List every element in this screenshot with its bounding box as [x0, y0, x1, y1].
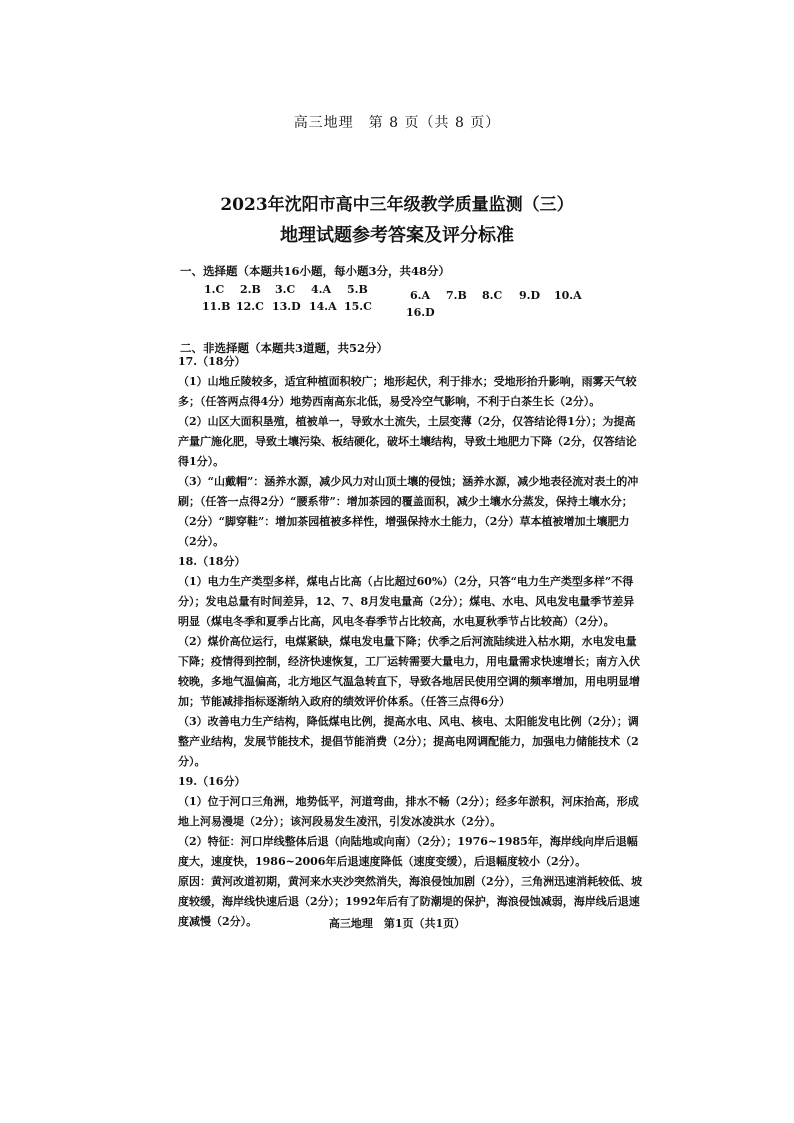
answer-item: 2.B	[240, 283, 261, 296]
answer-item: 11.B	[202, 300, 231, 313]
answer-item: 7.B	[446, 289, 467, 302]
answer-item: 14.A	[309, 300, 337, 313]
answer-item: 4.A	[311, 283, 332, 296]
answer-item: 8.C	[482, 289, 503, 302]
question-18-answer-2: （2）煤价高位运行，电煤紧缺，煤电发电量下降；伏季之后河流陆续进入枯水期，水电发电量下降；疫情得到控制，经济快速恢复，工厂运转需要大量电力，用电量需求快速增长；南方入伏较晚，多地气温偏高，北方地区气温急转直下，导致各地居民使用空调的频率增加，用电明显增加；节能减排指标逐渐纳入政府的绩效评价体系。（任答三点得6分）	[178, 635, 640, 708]
answer-item: 16.D	[406, 306, 435, 319]
answer-item: 6.A	[410, 289, 431, 302]
answer-item: 15.C	[344, 300, 372, 313]
section2-body	[178, 352, 644, 932]
document-subtitle: 地理试题参考答案及评分标准	[280, 225, 514, 246]
question-18-heading: 18.（18分）	[178, 555, 246, 568]
document-title: 2023年沈阳市高中三年级教学质量监测（三）	[220, 195, 574, 215]
question-19-answer-3: 原因：黄河改道初期，黄河来水夹沙突然消失，海浪侵蚀加剧（2分），三角洲迅速消耗较低、坡度较缓，海岸线快速后退（2分）；1992年后有了防潮堤的保护，海浪侵蚀减弱，海岸线后退速度减慢（2分）。	[178, 875, 643, 928]
question-17-answer-2: （2）山区大面积垦殖，植被单一，导致水土流失，土层变薄（2分，仅答结论得1分）；为提高产量广施化肥，导致土壤污染、板结硬化，破坏土壤结构，导致土地肥力下降（2分，仅答结论得1分）。	[178, 415, 637, 468]
answer-item: 1.C	[204, 283, 225, 296]
question-19-heading: 19.（16分）	[178, 775, 246, 788]
answer-item: 3.C	[275, 283, 296, 296]
page-header-footer: 高三地理 第 8 页（共 8 页）	[293, 115, 501, 131]
answer-item: 9.D	[519, 289, 541, 302]
page-footer: 高三地理 第1页（共1页）	[328, 917, 466, 930]
question-19-answer-2: （2）特征：河口岸线整体后退（向陆地或向南）（2分）；1976~1985年，海岸线向岸后退幅度大，速度快，1986~2006年后退速度降低（速度变缓），后退幅度较小（2分）。	[178, 835, 638, 868]
question-18-answer-3: （3）改善电力生产结构，降低煤电比例，提高水电、风电、核电、太阳能发电比例（2分）；调整产业结构，发展节能技术，提倡节能消费（2分）；提高电网调配能力，加强电力储能技术（2分）。	[178, 715, 639, 768]
section2-heading: 二、非选择题（本题共3道题，共52分）	[180, 341, 389, 355]
question-17-answer-1: （1）山地丘陵较多，适宜种植面积较广；地形起伏，利于排水；受地形抬升影响，雨雾天气较多；（任答两点得4分）地势西南高东北低，易受冷空气影响，不利于白茶生长（2分）。	[178, 375, 637, 408]
question-19-answer-1: （1）位于河口三角洲，地势低平，河道弯曲，排水不畅（2分）；经多年淤积，河床抬高，形成地上河易漫堤（2分）；该河段易发生凌汛，引发冰凌洪水（2分）。	[178, 795, 639, 828]
answer-item: 5.B	[347, 283, 368, 296]
question-18-answer-1: （1）电力生产类型多样，煤电占比高（占比超过60%）（2分，只答“电力生产类型多样”不得分）；发电总量有时间差异，12、7、8月发电量高（2分）；煤电、水电、风电发电量季节差异明显（煤电冬季和夏季占比高，风电冬春季节占比较高，水电夏秋季节占比较高）（2分）。	[178, 575, 635, 628]
question-17-answer-3: （3）“山戴帽”：涵养水源，减少风力对山顶土壤的侵蚀；涵养水源，减少地表径流对表土的冲刷；（任答一点得2分）“腰系带”：增加茶园的覆盖面积，减少土壤水分蒸发，保持土壤水分；（2分）“脚穿鞋”：增加茶园植被多样性，增强保持水土能力，（2分）草本植被增加土壤肥力（2分）。	[178, 475, 639, 548]
answer-item: 10.A	[554, 289, 582, 302]
answer-item: 12.C	[236, 300, 264, 313]
question-17-heading: 17.（18分）	[178, 355, 246, 368]
section1-heading: 一、选择题（本题共16小题，每小题3分，共48分）	[180, 264, 451, 278]
answer-item: 13.D	[272, 300, 301, 313]
